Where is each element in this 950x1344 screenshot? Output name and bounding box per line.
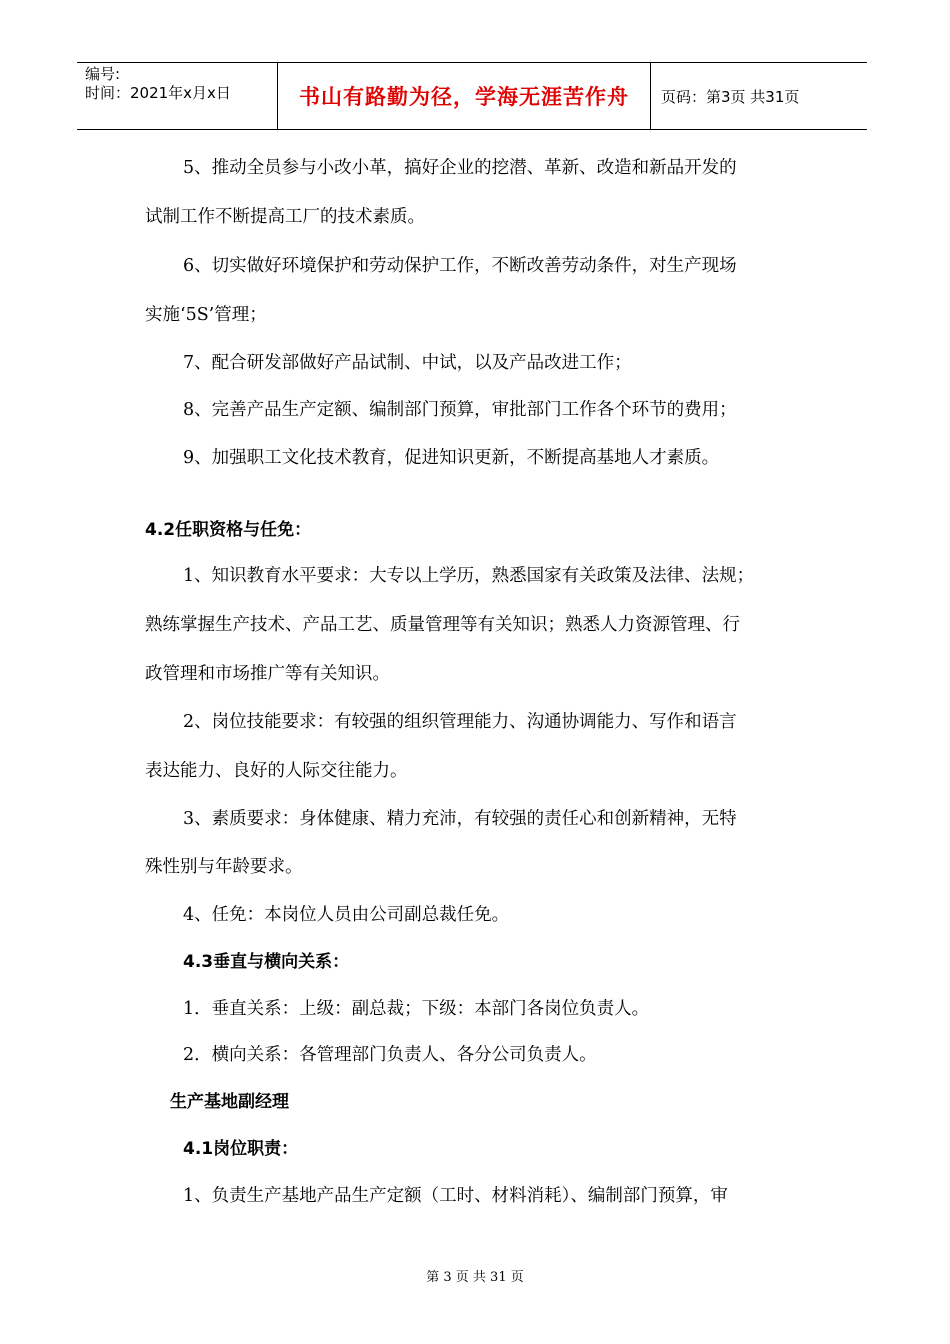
paragraph-item-9: 9、加强职工文化技术教育，促进知识更新，不断提高基地人才素质。: [183, 448, 720, 468]
page-footer: 第 3 页 共 31 页: [426, 1270, 524, 1285]
section-heading-4-3: 4.3垂直与横向关系：: [183, 952, 350, 972]
header-page-code: 页码：第3页 共31页: [661, 87, 800, 106]
position-title: 生产基地副经理: [170, 1092, 289, 1112]
header-motto: 书山有路勤为径，学海无涯苦作舟: [278, 63, 651, 129]
qualification-item-1-cont2: 政管理和市场推广等有关知识。: [145, 664, 390, 684]
paragraph-item-6: 6、切实做好环境保护和劳动保护工作，不断改善劳动条件，对生产现场: [183, 256, 737, 276]
section-heading-4-2: 4.2任职资格与任免：: [145, 520, 312, 540]
qualification-item-1-cont: 熟练掌握生产技术、产品工艺、质量管理等有关知识；熟悉人力资源管理、行: [145, 615, 740, 635]
paragraph-item-5-cont: 试制工作不断提高工厂的技术素质。: [145, 207, 425, 227]
paragraph-item-5: 5、推动全员参与小改小革，搞好企业的挖潜、革新、改造和新品开发的: [183, 158, 737, 178]
qualification-item-1: 1、知识教育水平要求：大专以上学历，熟悉国家有关政策及法律、法规；: [183, 566, 755, 586]
page-header: [77, 62, 867, 130]
qualification-item-3-cont: 殊性别与年龄要求。: [145, 857, 303, 877]
qualification-item-4: 4、任免：本岗位人员由公司副总裁任免。: [183, 905, 510, 925]
duty-item-1: 1、负责生产基地产品生产定额（工时、材料消耗）、编制部门预算，审: [183, 1186, 728, 1206]
header-meta: [77, 63, 278, 129]
section-heading-4-1: 4.1岗位职责：: [183, 1139, 299, 1159]
relation-horizontal: 2．横向关系：各管理部门负责人、各分公司负责人。: [183, 1045, 597, 1065]
relation-vertical: 1．垂直关系：上级：副总裁；下级：本部门各岗位负责人。: [183, 999, 650, 1019]
qualification-item-2: 2、岗位技能要求：有较强的组织管理能力、沟通协调能力、写作和语言: [183, 712, 737, 732]
paragraph-item-7: 7、配合研发部做好产品试制、中试，以及产品改进工作；: [183, 353, 632, 373]
qualification-item-2-cont: 表达能力、良好的人际交往能力。: [145, 761, 408, 781]
document-number-label: 编号:: [85, 65, 121, 83]
document-time: 时间：2021年x月x日: [85, 84, 231, 102]
paragraph-item-6-cont: 实施‘5S’管理；: [145, 305, 267, 325]
qualification-item-3: 3、素质要求：身体健康、精力充沛，有较强的责任心和创新精神，无特: [183, 809, 737, 829]
paragraph-item-8: 8、完善产品生产定额、编制部门预算，审批部门工作各个环节的费用；: [183, 400, 737, 420]
